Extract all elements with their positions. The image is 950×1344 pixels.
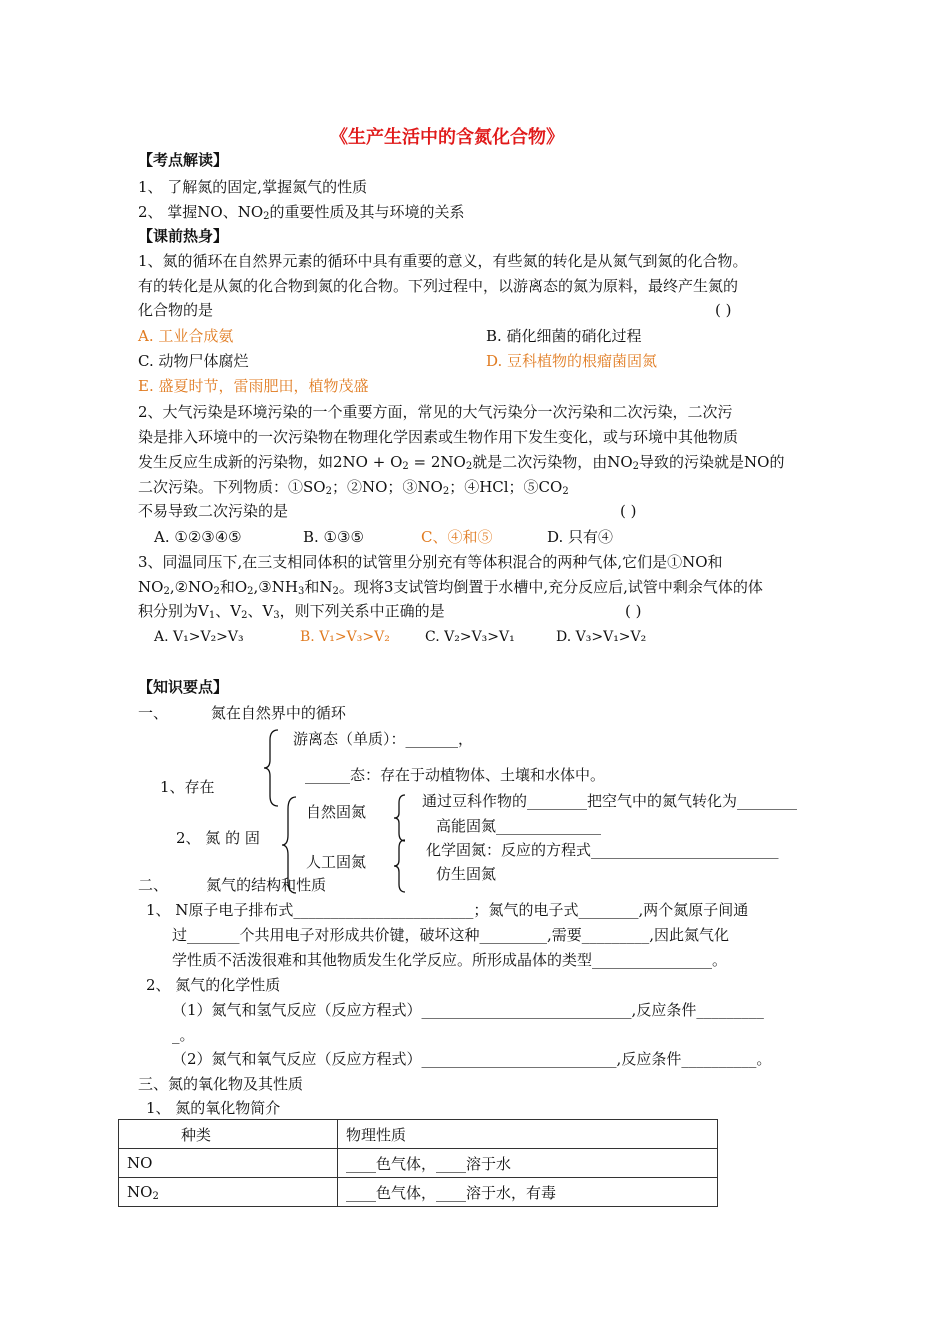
table-cell-props: ____色气体，____溶于水 <box>338 1149 718 1178</box>
part-2-item-1-c: 学性质不活泼很难和其他物质发生化学反应。所形成晶体的类型________________。 <box>172 951 728 969</box>
q1-line-2: 有的转化是从氮的化合物到氮的化合物。下列过程中，以游离态的氮为原料，最终产生氮的 <box>138 277 739 295</box>
q2-line-1: 2、大气污染是环境污染的一个重要方面，常见的大气污染分一次污染和二次污染，二次污 <box>138 403 733 421</box>
part-3-item-1: 1、 氮的氧化物简介 <box>146 1099 281 1117</box>
youli-line: 游离态（单质）：_______， <box>293 730 474 748</box>
ziran-line-2: 高能固氮______________ <box>436 817 602 835</box>
q2-line-5: 不易导致二次污染的是 <box>138 502 289 520</box>
part-2-item-1-a: 1、 N原子电子排布式________________________；氮气的电子式________,两个氮原子间通 <box>146 901 749 919</box>
part-1-title: 一、 氮在自然界中的循环 <box>138 704 346 722</box>
q2-line-4: 二次污染。下列物质：$①SO_2$；②NO；$③NO_2$；④HCl；$⑤CO_2$ <box>138 478 569 497</box>
table-cell-type: $NO_2$ <box>119 1178 338 1207</box>
q2-option-d: D. 只有④ <box>547 528 614 546</box>
heading-kaodian: 【考点解读】 <box>138 151 229 169</box>
q1-option-a: A. 工业合成氨 <box>138 327 234 345</box>
brace-rengong <box>392 838 408 894</box>
oxide-table <box>118 1119 718 1207</box>
q3-line-1: 3、同温同压下,在三支相同体积的试管里分别充有等体积混合的两种气体,它们是①NO和 <box>138 553 723 571</box>
q2-line-3: 发生反应生成新的污染物，如$2NO + O_2 = 2NO_2$就是二次污染物，由$NO_2$导致的污染就是NO的 <box>138 453 785 472</box>
heading-keqian: 【课前热身】 <box>138 227 229 245</box>
q2-option-a: A. ①②③④⑤ <box>154 528 242 546</box>
part-2-title: 二、 氮气的结构和性质 <box>138 876 327 894</box>
part-2-item-2-b: （2）氮气和氧气反应（反应方程式）__________________________,反应条件__________。 <box>172 1050 772 1068</box>
table-cell-props: ____色气体，____溶于水，有毒 <box>338 1178 718 1207</box>
q1-option-b: B. 硝化细菌的硝化过程 <box>486 327 642 345</box>
huahe-line: ______态：存在于动植物体、土壤和水体中。 <box>305 766 606 784</box>
q3-line-2: $NO_2,②NO_2$和$O_2,③NH_3$和$N_2$。现将3支试管均倒置于水槽中,充分反应后,试管中剩余气体的体 <box>138 578 763 597</box>
part-3-title: 三、氮的氧化物及其性质 <box>138 1075 304 1093</box>
table-cell-type: NO <box>119 1149 338 1178</box>
q3-option-d: D. V₃>V₁>V₂ <box>556 629 647 645</box>
q2-option-c: C、④和⑤ <box>421 528 493 546</box>
table-header-props: 物理性质 <box>338 1120 718 1149</box>
kaodian-item-2: 2、 掌握NO、$NO_2$的重要性质及其与环境的关系 <box>138 203 465 222</box>
q3-line-3: 积分别为$V_1$、$V_2$、$V_3$，则下列关系中正确的是 <box>138 602 445 621</box>
brace-ziran <box>392 793 408 843</box>
q1-option-d: D. 豆科植物的根瘤菌固氮 <box>486 352 658 370</box>
cunzai-label: 1、存在 <box>160 778 215 796</box>
part-2-item-2-a: （1）氮气和氢气反应（反应方程式）____________________________,反应条件_________ <box>172 1001 764 1019</box>
q1-line-3: 化合物的是 <box>138 301 214 319</box>
table-row <box>119 1149 718 1178</box>
table-header-row <box>119 1120 718 1149</box>
page-title: 《生产生活中的含氮化合物》 <box>330 127 564 148</box>
q1-paren: ( ) <box>715 301 732 319</box>
q2-option-b: B. ①③⑤ <box>303 528 364 546</box>
ziran-label: 自然固氮 <box>306 803 367 821</box>
rengong-line-2: 仿生固氮 <box>436 865 497 883</box>
brace-cunzai <box>262 728 282 808</box>
q3-option-c: C. V₂>V₃>V₁ <box>425 629 515 645</box>
part-2-item-2-a-cont: _。 <box>172 1026 195 1044</box>
gudan-label: 2、 氮 的 固 <box>176 829 260 847</box>
rengong-label: 人工固氮 <box>306 853 367 871</box>
ziran-line-1: 通过豆科作物的________把空气中的氮气转化为________ <box>422 792 798 810</box>
q1-option-e: E. 盛夏时节，雷雨肥田，植物茂盛 <box>138 377 369 395</box>
table-row <box>119 1178 718 1207</box>
rengong-line-1: 化学固氮：反应的方程式_________________________ <box>426 841 779 859</box>
q1-option-c: C. 动物尸体腐烂 <box>138 352 249 370</box>
q2-paren: ( ) <box>620 502 637 520</box>
q3-option-a: A. V₁>V₂>V₃ <box>154 629 244 645</box>
table-header-type: 种类 <box>119 1120 338 1149</box>
heading-zhishi: 【知识要点】 <box>138 678 229 696</box>
part-2-item-2: 2、 氮气的化学性质 <box>146 976 281 994</box>
q2-line-2: 染是排入环境中的一次污染物在物理化学因素或生物作用下发生变化，或与环境中其他物质 <box>138 428 739 446</box>
q1-line-1: 1、氮的循环在自然界元素的循环中具有重要的意义，有些氮的转化是从氮气到氮的化合物。 <box>138 252 748 270</box>
q3-paren: ( ) <box>625 602 642 620</box>
kaodian-item-1: 1、 了解氮的固定,掌握氮气的性质 <box>138 178 368 196</box>
part-2-item-1-b: 过_______个共用电子对形成共价键，破坏这种_________,需要_________,因此氮气化 <box>172 926 730 944</box>
q3-option-b: B. V₁>V₃>V₂ <box>300 629 390 645</box>
